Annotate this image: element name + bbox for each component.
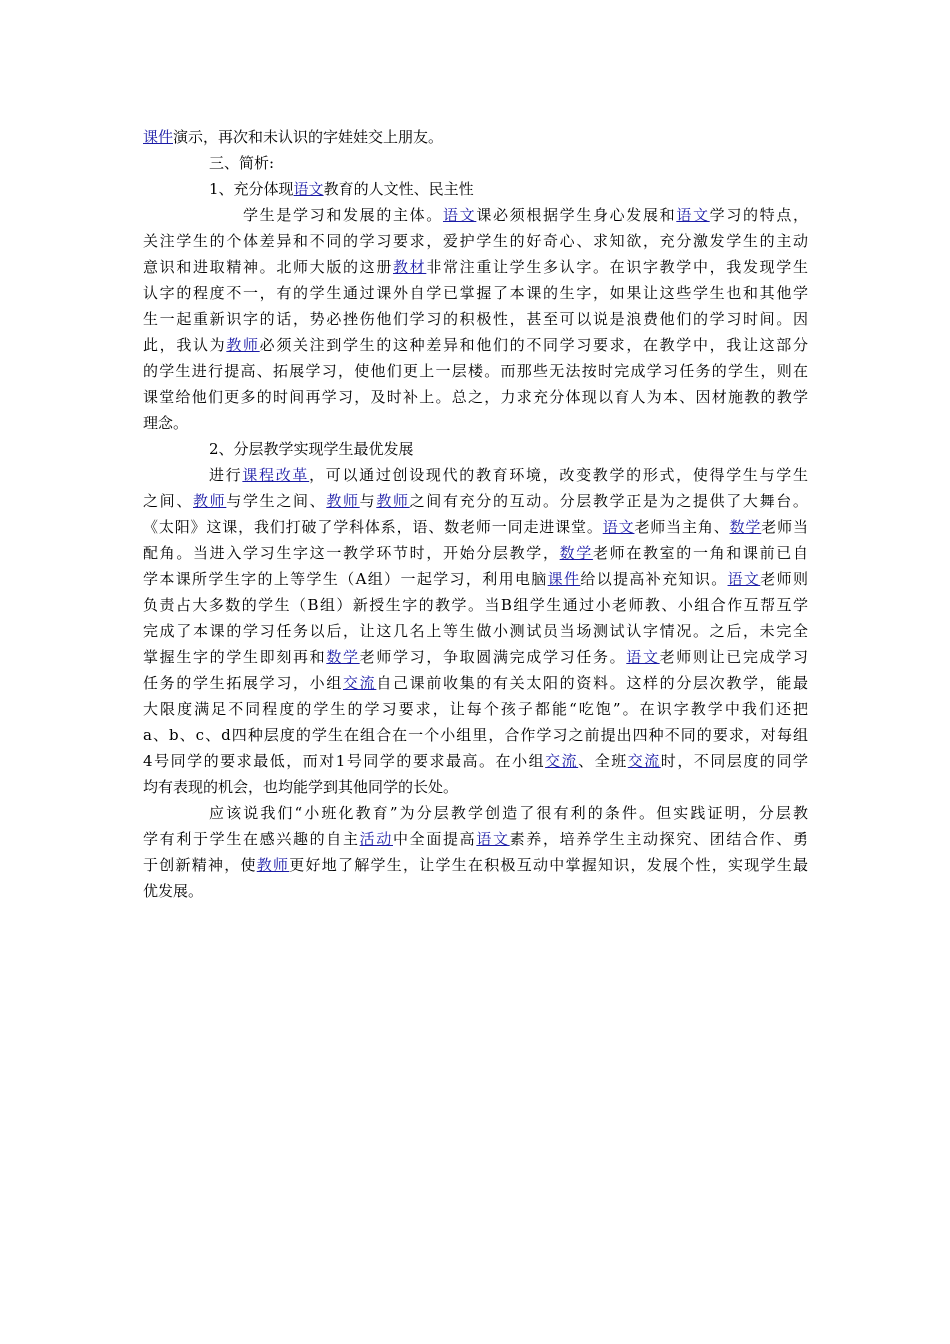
text-run: 素养，培养学生主动探究、团结合作、勇 xyxy=(509,830,808,848)
keyword-link-jiaoshi[interactable]: 教师 xyxy=(193,492,227,510)
text-run: 时，不同层度的同学 xyxy=(660,752,808,770)
text-run: 与 xyxy=(359,492,377,510)
text-line xyxy=(143,748,808,774)
text-run: ，可以通过创设现代的教育环境，改变教学的形式，使得学生与学生 xyxy=(309,466,808,484)
text-run: 进行 xyxy=(209,466,243,484)
text-line xyxy=(143,696,808,722)
text-line xyxy=(143,644,808,670)
text-run: 理念。 xyxy=(143,414,189,432)
text-run: 学生是学习和发展的主体。 xyxy=(243,206,443,224)
text-run: 老师则 xyxy=(760,570,808,588)
text-line xyxy=(143,514,808,540)
text-run: 大限度满足不同程度的学生的学习要求，让每个孩子都能“吃饱”。在识字教学中我们还把 xyxy=(143,700,808,718)
text-run: a、b、c、d四种层度的学生在组合在一个小组里，合作学习之前提出四种不同的要求，对每组 xyxy=(143,726,808,744)
text-line xyxy=(143,878,808,904)
text-run: 优发展。 xyxy=(143,882,204,900)
text-run: 、全班 xyxy=(578,752,628,770)
text-run: 学有利于学生在感兴趣的自主 xyxy=(143,830,360,848)
text-line xyxy=(143,488,808,514)
text-run: 中全面提高 xyxy=(393,830,477,848)
text-line xyxy=(143,384,808,410)
text-run: 老师学习，争取圆满完成学习任务。 xyxy=(359,648,627,666)
text-run: 与学生之间、 xyxy=(226,492,327,510)
keyword-link-kejian[interactable]: 课件 xyxy=(143,128,174,146)
text-run: 自己课前收集的有关太阳的资料。这样的分层次教学，能最 xyxy=(376,674,808,692)
text-line xyxy=(143,410,808,436)
text-line xyxy=(143,358,808,384)
text-line xyxy=(143,124,808,150)
text-run: 老师则让已完成学习 xyxy=(659,648,808,666)
keyword-link-yuwen[interactable]: 语文 xyxy=(602,518,635,536)
text-run: 应该说我们“小班化教育”为分层教学创造了很有利的条件。但实践证明，分层教 xyxy=(209,804,808,822)
text-run: 给以提高补充知识。 xyxy=(580,570,728,588)
text-run: 此，我认为 xyxy=(143,336,227,354)
text-run: 之间、 xyxy=(143,492,193,510)
text-run: 于创新精神，使 xyxy=(143,856,257,874)
text-run: 均有表现的机会，也均能学到其他同学的长处。 xyxy=(143,778,459,796)
keyword-link-jiaoshi[interactable]: 教师 xyxy=(256,856,290,874)
text-run: 三、简析: xyxy=(209,154,275,172)
text-line xyxy=(143,254,808,280)
keyword-link-yuwen[interactable]: 语文 xyxy=(293,180,324,198)
text-run: 学本课所学生字的上等学生（A组）一起学习，利用电脑 xyxy=(143,570,548,588)
keyword-link-jiaoshi[interactable]: 教师 xyxy=(376,492,410,510)
text-line xyxy=(143,722,808,748)
keyword-link-huodong[interactable]: 活动 xyxy=(359,830,393,848)
text-line xyxy=(143,670,808,696)
text-run: 更好地了解学生，让学生在积极互动中掌握知识，发展个性，实现学生最 xyxy=(289,856,808,874)
text-run: 课堂给他们更多的时间再学习，及时补上。总之，力求充分体现以育人为本、因材施教的教学 xyxy=(143,388,808,406)
text-run: 教育的人文性、民主性 xyxy=(323,180,474,198)
keyword-link-jiaoliu[interactable]: 交流 xyxy=(627,752,661,770)
text-line xyxy=(143,280,808,306)
text-run: 关注学生的个体差异和不同的学习要求，爱护学生的好奇心、求知欲，充分激发学生的主动 xyxy=(143,232,808,250)
text-run: 《太阳》这课，我们打破了学科体系，语、数老师一同走进课堂。 xyxy=(143,518,603,536)
keyword-link-jiaoliu[interactable]: 交流 xyxy=(343,674,377,692)
text-run: 生一起重新识字的话，势必挫伤他们学习的积极性，甚至可以说是浪费他们的学习时间。因 xyxy=(143,310,808,328)
text-run: 认字的程度不一，有的学生通过课外自学已掌握了本课的生字，如果让这些学生也和其他学 xyxy=(143,284,808,302)
keyword-link-jiaoshi[interactable]: 教师 xyxy=(326,492,360,510)
text-run: 任务的学生拓展学习，小组 xyxy=(143,674,343,692)
text-run: 的学生进行提高、拓展学习，使他们更上一层楼。而那些无法按时完成学习任务的学生，则在 xyxy=(143,362,808,380)
text-line xyxy=(143,852,808,878)
text-run: 负责占大多数的学生（B组）新授生字的教学。当B组学生通过小老师教、小组合作互帮互学 xyxy=(143,596,808,614)
text-run: 完成了本课的学习任务以后，让这几名上等生做小测试员当场测试认字情况。之后，未完全 xyxy=(143,622,808,640)
keyword-link-yuwen[interactable]: 语文 xyxy=(676,206,710,224)
text-line xyxy=(143,462,808,488)
text-line xyxy=(143,774,808,800)
text-line xyxy=(143,306,808,332)
keyword-link-kechenggaige[interactable]: 课程改革 xyxy=(242,466,310,484)
text-run: 4号同学的要求最低，而对1号同学的要求最高。在小组 xyxy=(143,752,546,770)
keyword-link-shuxue[interactable]: 数学 xyxy=(326,648,360,666)
text-run: 之间有充分的互动。分层教学正是为之提供了大舞台。 xyxy=(409,492,808,510)
text-run: 掌握生字的学生即刻再和 xyxy=(143,648,327,666)
text-run: 老师当 xyxy=(761,518,808,536)
text-line xyxy=(143,332,808,358)
section-heading xyxy=(143,150,808,176)
text-line xyxy=(143,202,808,228)
keyword-link-shuxue[interactable]: 数学 xyxy=(559,544,593,562)
text-run: 老师在教室的一角和课前已自 xyxy=(592,544,808,562)
keyword-link-yuwen[interactable]: 语文 xyxy=(626,648,660,666)
keyword-link-yuwen[interactable]: 语文 xyxy=(442,206,477,224)
text-line xyxy=(143,592,808,618)
text-run: 必须关注到学生的这种差异和他们的不同学习要求，在教学中，我让这部分 xyxy=(259,336,808,354)
text-line xyxy=(143,800,808,826)
text-line xyxy=(143,228,808,254)
keyword-link-jiaocai[interactable]: 教材 xyxy=(392,258,427,276)
keyword-link-shuxue[interactable]: 数学 xyxy=(729,518,762,536)
text-run: 学习的特点， xyxy=(709,206,808,224)
text-line xyxy=(143,540,808,566)
text-run: 配角。当进入学习生字这一教学环节时，开始分层教学， xyxy=(143,544,560,562)
text-run: 1、充分体现 xyxy=(209,180,294,198)
text-line xyxy=(143,566,808,592)
text-line xyxy=(143,826,808,852)
text-run: 2、分层教学实现学生最优发展 xyxy=(209,440,414,458)
text-run: 课必须根据学生身心发展和 xyxy=(476,206,677,224)
keyword-link-yuwen[interactable]: 语文 xyxy=(727,570,761,588)
text-run: 意识和进取精神。北师大版的这册 xyxy=(143,258,393,276)
text-run: 老师当主角、 xyxy=(634,518,730,536)
keyword-link-yuwen[interactable]: 语文 xyxy=(476,830,510,848)
keyword-link-kejian[interactable]: 课件 xyxy=(547,570,581,588)
keyword-link-jiaoliu[interactable]: 交流 xyxy=(545,752,579,770)
text-run: 演示，再次和未认识的字娃娃交上朋友。 xyxy=(173,128,444,146)
keyword-link-jiaoshi[interactable]: 教师 xyxy=(226,336,260,354)
text-line xyxy=(143,618,808,644)
document-body xyxy=(143,124,808,904)
text-run: 非常注重让学生多认字。在识字教学中，我发现学生 xyxy=(426,258,808,276)
section-heading xyxy=(143,436,808,462)
section-heading xyxy=(143,176,808,202)
